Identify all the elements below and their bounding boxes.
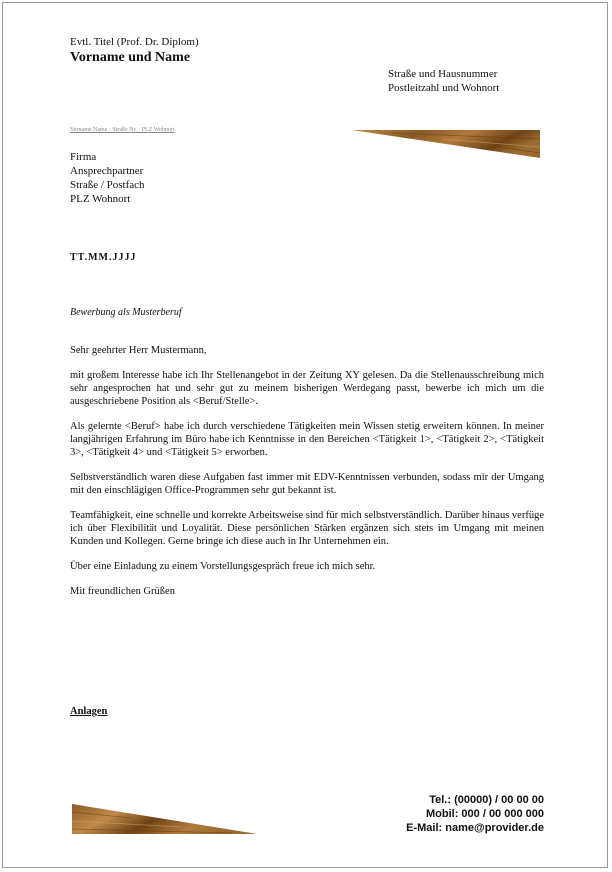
recipient-line-2: Ansprechpartner xyxy=(70,165,144,177)
paragraph-5: Über eine Einladung zu einem Vorstellungsgespräch freue ich mich sehr. xyxy=(70,561,376,572)
sender-name: Vorname und Name xyxy=(70,50,191,65)
letter-body xyxy=(70,344,544,610)
greeting: Sehr geehrter Herr Mustermann, xyxy=(70,345,207,356)
recipient-line-1: Firma xyxy=(70,151,97,163)
sender-title: Evtl. Titel (Prof. Dr. Diplom) xyxy=(70,36,199,48)
recipient-line-3: Straße / Postfach xyxy=(70,179,145,191)
paragraph-2: Als gelernte <Beruf> habe ich durch verschiedene Tätigkeiten mein Wissen stetig erweitern können. In meiner langjährigen Erfahrung im Büro habe ich Kenntnisse in den Bereichen <Tätigkeit 1>, <Tätigkeit 2>, <Tätigkeit 3>, <Tätigkeit 4> und <Tätigkeit 5> erworben. xyxy=(70,421,544,458)
letter-subject: Bewerbung als Musterberuf xyxy=(70,307,182,318)
recipient-line-4: PLZ Wohnort xyxy=(70,193,131,205)
wood-stripe-top xyxy=(352,130,540,158)
paragraph-1: mit großem Interesse habe ich Ihr Stellenangebot in der Zeitung XY gelesen. Da die Stellenausschreibung mich sehr angesprochen hat und sehr gut zu meinem bisherigen Werdegang passt, bewerbe ich mich um die ausgeschriebene Position als <Beruf/Stelle>. xyxy=(70,370,544,407)
sender-city: Postleitzahl und Wohnort xyxy=(388,82,500,94)
contact-mobile: Mobil: 000 / 00 000 000 xyxy=(425,808,544,820)
letter-date: TT.MM.JJJJ xyxy=(70,252,137,263)
closing: Mit freundlichen Grüßen xyxy=(70,586,175,597)
paragraph-3: Selbstverständlich waren diese Aufgaben fast immer mit EDV-Kenntnissen verbunden, sodass mir der Umgang mit den einschlägigen Office-Programmen sehr gut bekannt ist. xyxy=(70,472,544,496)
contact-block xyxy=(406,793,544,835)
paragraph-4: Teamfähigkeit, eine schnelle und korrekte Arbeitsweise sind für mich selbstverständlich. Darüber hinaus verfüge ich über Flexibilität und Loyalität. Diese persönlichen Stärken ergänzen sich stets im Umgang mit meinen Kunden und Kollegen. Gerne bringe ich diese auch in Ihr Unternehmen ein. xyxy=(70,510,544,547)
contact-email: E-Mail: name@provider.de xyxy=(406,822,544,834)
recipient-address xyxy=(70,150,145,206)
sender-address xyxy=(388,67,499,95)
wood-stripe-bottom xyxy=(72,804,257,834)
contact-phone: Tel.: (00000) / 00 00 00 xyxy=(429,794,544,806)
return-address-line: Vorname Name · Straße Nr. · PLZ Wohnort xyxy=(70,127,175,133)
enclosures-label: Anlagen xyxy=(70,706,108,717)
sender-street: Straße und Hausnummer xyxy=(388,68,498,80)
